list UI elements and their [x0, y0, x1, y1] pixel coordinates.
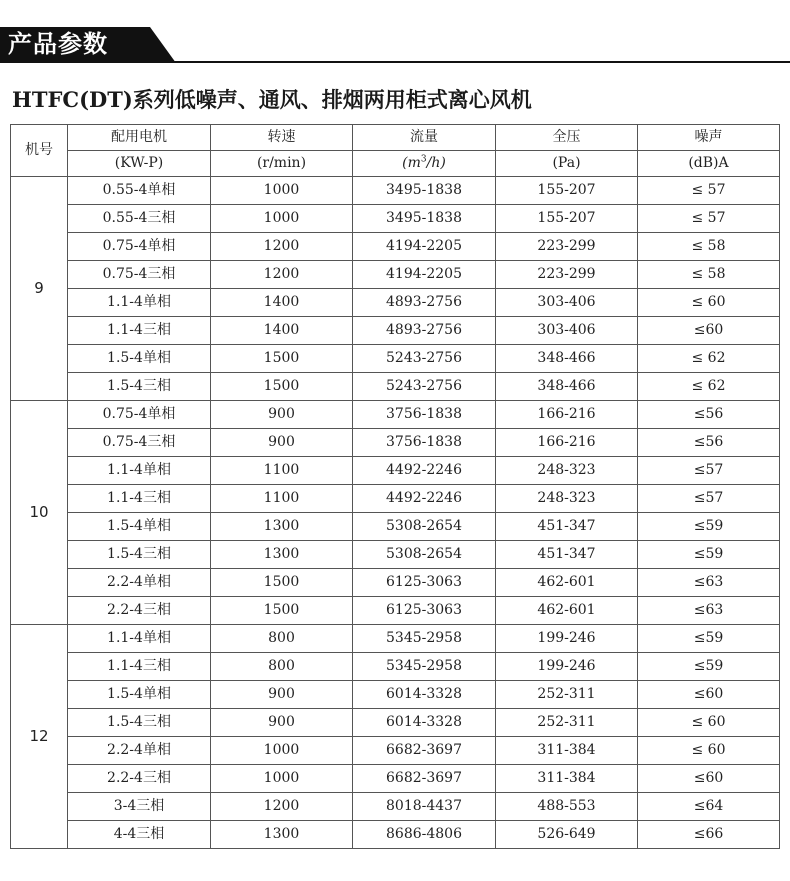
flow-cell: 4194-2205 [353, 261, 496, 289]
header-motor: 配用电机 [68, 125, 211, 151]
flow-cell: 5345-2958 [353, 653, 496, 681]
header-flow: 流量 [353, 125, 496, 151]
noise-cell: ≤60 [638, 765, 780, 793]
speed-cell: 1500 [211, 345, 353, 373]
pressure-cell: 223-299 [496, 261, 638, 289]
flow-cell: 6125-3063 [353, 597, 496, 625]
motor-cell: 0.75-4三相 [68, 261, 211, 289]
noise-cell: ≤59 [638, 625, 780, 653]
pressure-cell: 348-466 [496, 373, 638, 401]
flow-cell: 4194-2205 [353, 233, 496, 261]
motor-cell: 1.1-4单相 [68, 625, 211, 653]
noise-cell: ≤ 60 [638, 289, 780, 317]
flow-unit-b: /h) [426, 155, 446, 171]
table-row [11, 457, 780, 485]
noise-cell: ≤59 [638, 541, 780, 569]
noise-cell: ≤60 [638, 681, 780, 709]
model-cell: 10 [11, 401, 68, 625]
header-flow-unit [353, 151, 496, 177]
table-row [11, 653, 780, 681]
motor-cell: 1.1-4单相 [68, 457, 211, 485]
speed-cell: 900 [211, 709, 353, 737]
table-row [11, 345, 780, 373]
pressure-cell: 223-299 [496, 233, 638, 261]
pressure-cell: 155-207 [496, 205, 638, 233]
flow-cell: 6682-3697 [353, 765, 496, 793]
flow-cell: 8018-4437 [353, 793, 496, 821]
header-noise: 噪声 [638, 125, 780, 151]
motor-cell: 3-4三相 [68, 793, 211, 821]
spec-table [10, 124, 780, 849]
speed-cell: 1400 [211, 289, 353, 317]
motor-cell: 1.1-4单相 [68, 289, 211, 317]
noise-cell: ≤59 [638, 513, 780, 541]
table-row [11, 681, 780, 709]
noise-cell: ≤ 62 [638, 373, 780, 401]
flow-cell: 5308-2654 [353, 513, 496, 541]
table-row [11, 625, 780, 653]
speed-cell: 900 [211, 429, 353, 457]
motor-cell: 0.75-4三相 [68, 429, 211, 457]
speed-cell: 1500 [211, 597, 353, 625]
flow-cell: 4492-2246 [353, 485, 496, 513]
noise-cell: ≤66 [638, 821, 780, 849]
pressure-cell: 248-323 [496, 485, 638, 513]
model-cell: 9 [11, 177, 68, 401]
speed-cell: 900 [211, 681, 353, 709]
speed-cell: 900 [211, 401, 353, 429]
speed-cell: 1000 [211, 737, 353, 765]
pressure-cell: 451-347 [496, 541, 638, 569]
noise-cell: ≤56 [638, 429, 780, 457]
motor-cell: 1.5-4单相 [68, 681, 211, 709]
speed-cell: 1000 [211, 765, 353, 793]
speed-cell: 1100 [211, 457, 353, 485]
pressure-cell: 311-384 [496, 737, 638, 765]
noise-cell: ≤ 60 [638, 709, 780, 737]
motor-cell: 1.5-4单相 [68, 513, 211, 541]
speed-cell: 1200 [211, 793, 353, 821]
product-title: HTFC(DT)系列低噪声、通风、排烟两用柜式离心风机 [12, 87, 532, 112]
flow-cell: 4492-2246 [353, 457, 496, 485]
table-row [11, 597, 780, 625]
flow-unit-a: (m [402, 155, 421, 171]
table-row [11, 485, 780, 513]
motor-cell: 0.55-4三相 [68, 205, 211, 233]
motor-cell: 2.2-4单相 [68, 737, 211, 765]
motor-cell: 1.1-4三相 [68, 653, 211, 681]
noise-cell: ≤ 57 [638, 177, 780, 205]
flow-cell: 5345-2958 [353, 625, 496, 653]
motor-cell: 4-4三相 [68, 821, 211, 849]
table-row [11, 793, 780, 821]
speed-cell: 1300 [211, 821, 353, 849]
pressure-cell: 451-347 [496, 513, 638, 541]
header-speed: 转速 [211, 125, 353, 151]
flow-cell: 8686-4806 [353, 821, 496, 849]
pressure-cell: 348-466 [496, 345, 638, 373]
noise-cell: ≤ 62 [638, 345, 780, 373]
table-row [11, 289, 780, 317]
flow-cell: 3756-1838 [353, 429, 496, 457]
table-row [11, 317, 780, 345]
flow-cell: 5243-2756 [353, 373, 496, 401]
motor-cell: 2.2-4三相 [68, 765, 211, 793]
noise-cell: ≤63 [638, 569, 780, 597]
pressure-cell: 311-384 [496, 765, 638, 793]
table-row [11, 765, 780, 793]
flow-cell: 4893-2756 [353, 289, 496, 317]
pressure-cell: 252-311 [496, 709, 638, 737]
table-row [11, 401, 780, 429]
flow-cell: 3756-1838 [353, 401, 496, 429]
speed-cell: 1200 [211, 233, 353, 261]
flow-cell: 3495-1838 [353, 177, 496, 205]
flow-cell: 5308-2654 [353, 541, 496, 569]
noise-cell: ≤63 [638, 597, 780, 625]
noise-cell: ≤60 [638, 317, 780, 345]
table-row [11, 513, 780, 541]
model-cell: 12 [11, 625, 68, 849]
speed-cell: 1500 [211, 569, 353, 597]
noise-cell: ≤57 [638, 457, 780, 485]
motor-cell: 1.5-4三相 [68, 541, 211, 569]
pressure-cell: 303-406 [496, 289, 638, 317]
flow-unit-sup: 3 [420, 154, 427, 165]
table-row [11, 205, 780, 233]
speed-cell: 1100 [211, 485, 353, 513]
motor-cell: 0.75-4单相 [68, 401, 211, 429]
pressure-cell: 303-406 [496, 317, 638, 345]
header-pressure: 全压 [496, 125, 638, 151]
speed-cell: 800 [211, 653, 353, 681]
table-row [11, 569, 780, 597]
header-noise-unit: (dB)A [638, 151, 780, 177]
noise-cell: ≤ 60 [638, 737, 780, 765]
speed-cell: 1300 [211, 513, 353, 541]
motor-cell: 1.5-4单相 [68, 345, 211, 373]
pressure-cell: 199-246 [496, 625, 638, 653]
table-row [11, 429, 780, 457]
noise-cell: ≤ 58 [638, 261, 780, 289]
pressure-cell: 166-216 [496, 401, 638, 429]
table-row [11, 541, 780, 569]
motor-cell: 1.1-4三相 [68, 485, 211, 513]
noise-cell: ≤ 58 [638, 233, 780, 261]
pressure-cell: 526-649 [496, 821, 638, 849]
flow-cell: 5243-2756 [353, 345, 496, 373]
motor-cell: 2.2-4三相 [68, 597, 211, 625]
speed-cell: 800 [211, 625, 353, 653]
speed-cell: 1500 [211, 373, 353, 401]
pressure-cell: 155-207 [496, 177, 638, 205]
pressure-cell: 488-553 [496, 793, 638, 821]
speed-cell: 1400 [211, 317, 353, 345]
pressure-cell: 199-246 [496, 653, 638, 681]
header-pressure-unit: (Pa) [496, 151, 638, 177]
section-title: 产品参数 [8, 30, 108, 58]
pressure-cell: 462-601 [496, 597, 638, 625]
table-row [11, 709, 780, 737]
flow-cell: 4893-2756 [353, 317, 496, 345]
pressure-cell: 252-311 [496, 681, 638, 709]
table-row [11, 233, 780, 261]
motor-cell: 2.2-4单相 [68, 569, 211, 597]
pressure-cell: 462-601 [496, 569, 638, 597]
flow-cell: 6014-3328 [353, 681, 496, 709]
speed-cell: 1000 [211, 177, 353, 205]
table-row [11, 373, 780, 401]
table-row [11, 261, 780, 289]
noise-cell: ≤59 [638, 653, 780, 681]
motor-cell: 1.5-4三相 [68, 373, 211, 401]
header-speed-unit: (r/min) [211, 151, 353, 177]
pressure-cell: 166-216 [496, 429, 638, 457]
motor-cell: 1.1-4三相 [68, 317, 211, 345]
flow-cell: 6682-3697 [353, 737, 496, 765]
table-row [11, 737, 780, 765]
header-unit-row [11, 151, 780, 177]
header-motor-unit: (KW-P) [68, 151, 211, 177]
header-model: 机号 [11, 125, 68, 177]
pressure-cell: 248-323 [496, 457, 638, 485]
spec-body [11, 177, 780, 849]
flow-cell: 3495-1838 [353, 205, 496, 233]
speed-cell: 1300 [211, 541, 353, 569]
noise-cell: ≤57 [638, 485, 780, 513]
table-row [11, 177, 780, 205]
motor-cell: 1.5-4三相 [68, 709, 211, 737]
section-banner [0, 27, 790, 63]
motor-cell: 0.55-4单相 [68, 177, 211, 205]
flow-cell: 6125-3063 [353, 569, 496, 597]
header-row [11, 125, 780, 151]
speed-cell: 1000 [211, 205, 353, 233]
noise-cell: ≤56 [638, 401, 780, 429]
table-row [11, 821, 780, 849]
noise-cell: ≤ 57 [638, 205, 780, 233]
motor-cell: 0.75-4单相 [68, 233, 211, 261]
flow-cell: 6014-3328 [353, 709, 496, 737]
speed-cell: 1200 [211, 261, 353, 289]
noise-cell: ≤64 [638, 793, 780, 821]
